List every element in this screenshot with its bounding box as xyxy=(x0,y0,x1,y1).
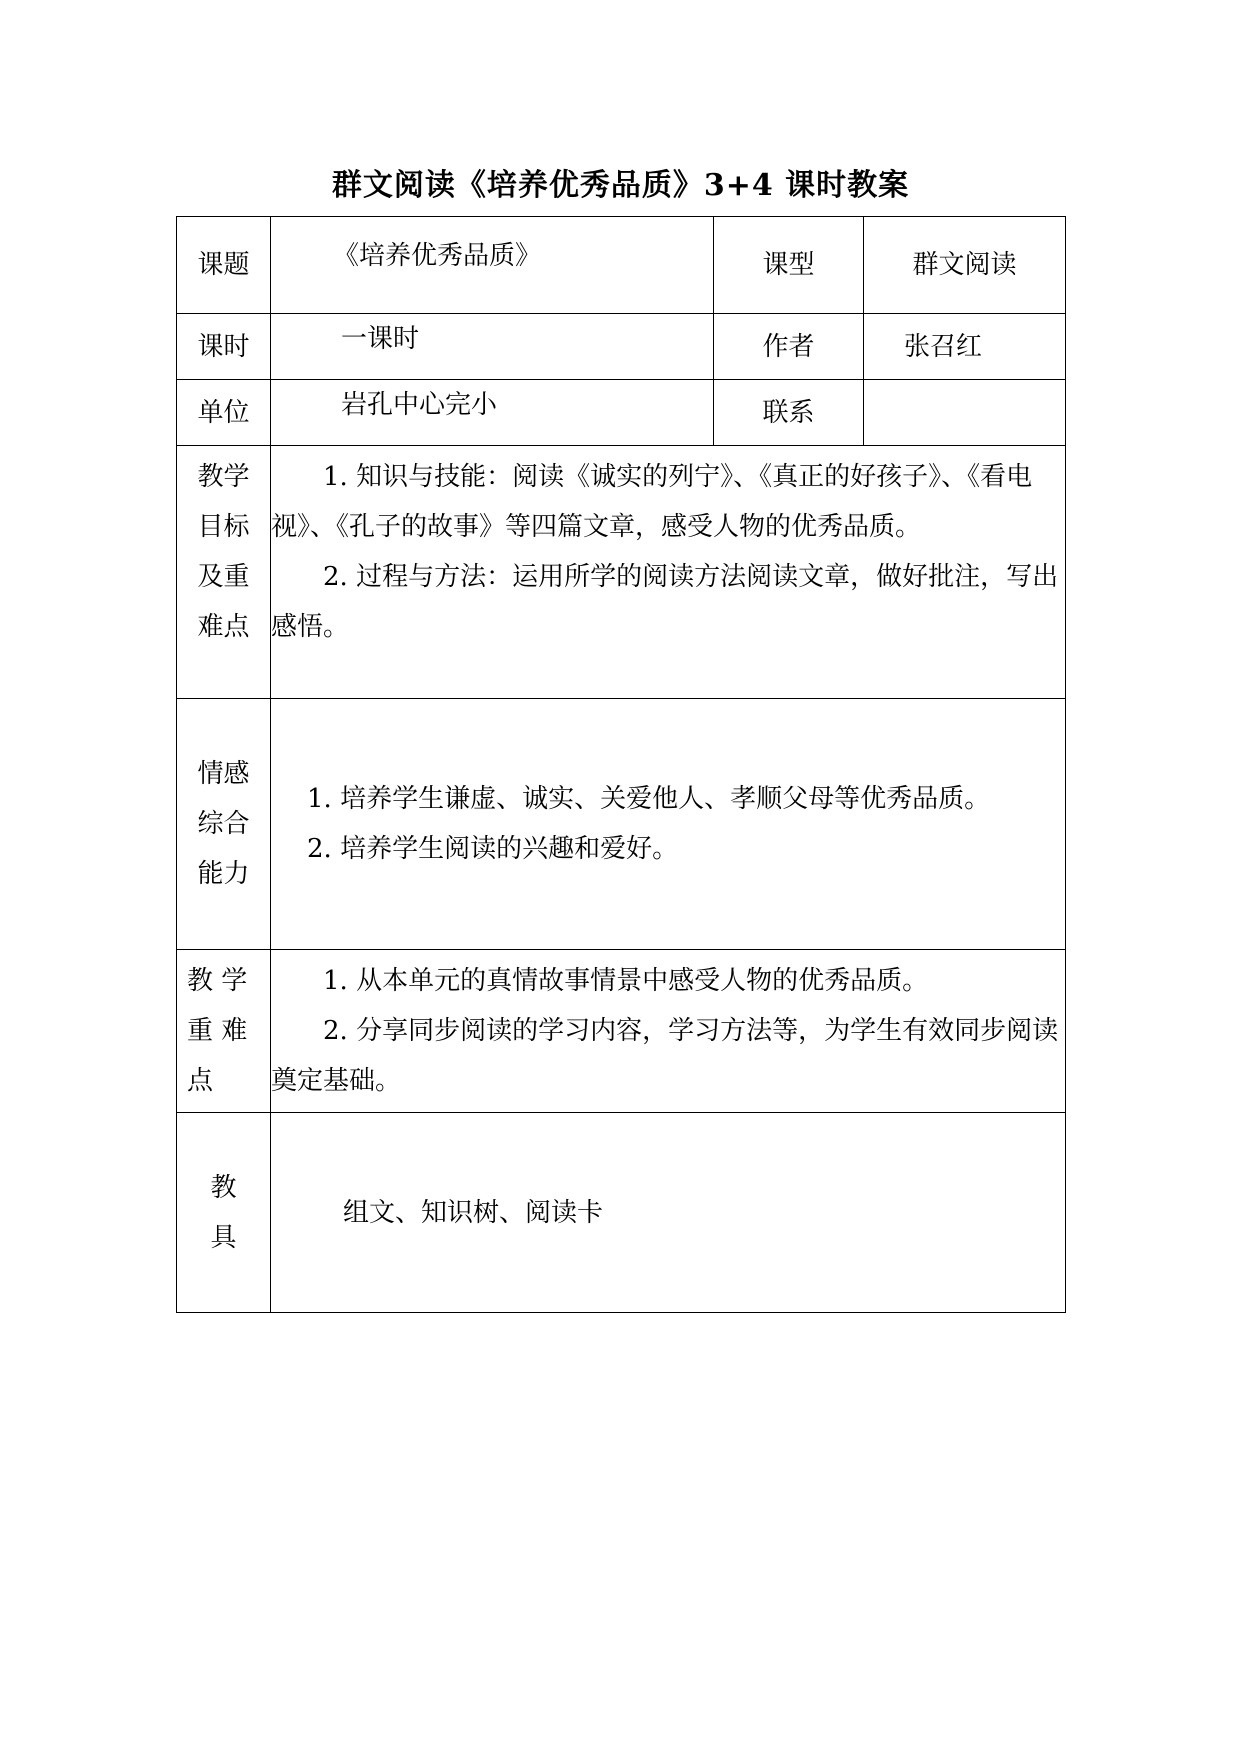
goals-paragraph: 2. 过程与方法：运用所学的阅读方法阅读文章，做好批注，写出感悟。 xyxy=(271,562,1059,642)
lesson-type-value: 群文阅读 xyxy=(864,217,1066,314)
topic-value: 《培养优秀品质》 xyxy=(271,217,714,314)
goals-content xyxy=(271,446,1066,699)
unit-label: 单位 xyxy=(177,380,271,446)
goals-label xyxy=(177,446,271,699)
contact-label: 联系 xyxy=(714,380,864,446)
author-label: 作者 xyxy=(714,314,864,380)
tools-label-line: 教 xyxy=(210,1172,237,1203)
key-points-content xyxy=(271,950,1066,1113)
tools-label xyxy=(177,1113,271,1313)
row-unit xyxy=(177,380,1066,446)
goals-paragraph: 1. 知识与技能：阅读《诚实的列宁》、《真正的好孩子》、《看电视》、《孔子的故事》等四篇文章，感受人物的优秀品质。 xyxy=(271,462,1033,542)
row-topic xyxy=(177,217,1066,314)
emotion-item: 2. 培养学生阅读的兴趣和爱好。 xyxy=(307,834,679,864)
key-points-paragraph: 2. 分享同步阅读的学习内容，学习方法等，为学生有效同步阅读奠定基础。 xyxy=(271,1016,1059,1096)
emotion-label-line: 能力 xyxy=(197,859,250,889)
key-points-label-line: 点 xyxy=(187,1066,214,1096)
author-value: 张召红 xyxy=(864,314,1066,380)
row-tools xyxy=(177,1113,1066,1313)
tools-label-line: 具 xyxy=(210,1222,237,1253)
goals-label-line: 目标 xyxy=(197,512,250,542)
key-points-label-line: 教 学 xyxy=(187,966,248,996)
emotion-content xyxy=(271,699,1066,950)
goals-label-line: 难点 xyxy=(197,612,250,642)
emotion-label-line: 情感 xyxy=(197,759,250,789)
key-points-label xyxy=(177,950,271,1113)
key-points-paragraph: 1. 从本单元的真情故事情景中感受人物的优秀品质。 xyxy=(323,966,929,996)
lesson-plan-table xyxy=(176,216,1066,1313)
goals-label-line: 教学 xyxy=(197,462,250,492)
row-key-points xyxy=(177,950,1066,1113)
key-points-label-line: 重 难 xyxy=(187,1016,248,1046)
period-label: 课时 xyxy=(177,314,271,380)
tools-value: 组文、知识树、阅读卡 xyxy=(271,1113,1066,1313)
emotion-label xyxy=(177,699,271,950)
row-goals xyxy=(177,446,1066,699)
document-title: 群文阅读《培养优秀品质》3+4 课时教案 xyxy=(331,168,910,203)
goals-label-line: 及重 xyxy=(197,562,250,592)
topic-label: 课题 xyxy=(177,217,271,314)
row-emotion xyxy=(177,699,1066,950)
emotion-item: 1. 培养学生谦虚、诚实、关爱他人、孝顺父母等优秀品质。 xyxy=(307,784,991,814)
row-period xyxy=(177,314,1066,380)
unit-value: 岩孔中心完小 xyxy=(271,380,714,446)
contact-value xyxy=(864,380,1066,446)
emotion-label-line: 综合 xyxy=(197,809,250,839)
lesson-type-label: 课型 xyxy=(714,217,864,314)
period-value: 一课时 xyxy=(271,314,714,380)
